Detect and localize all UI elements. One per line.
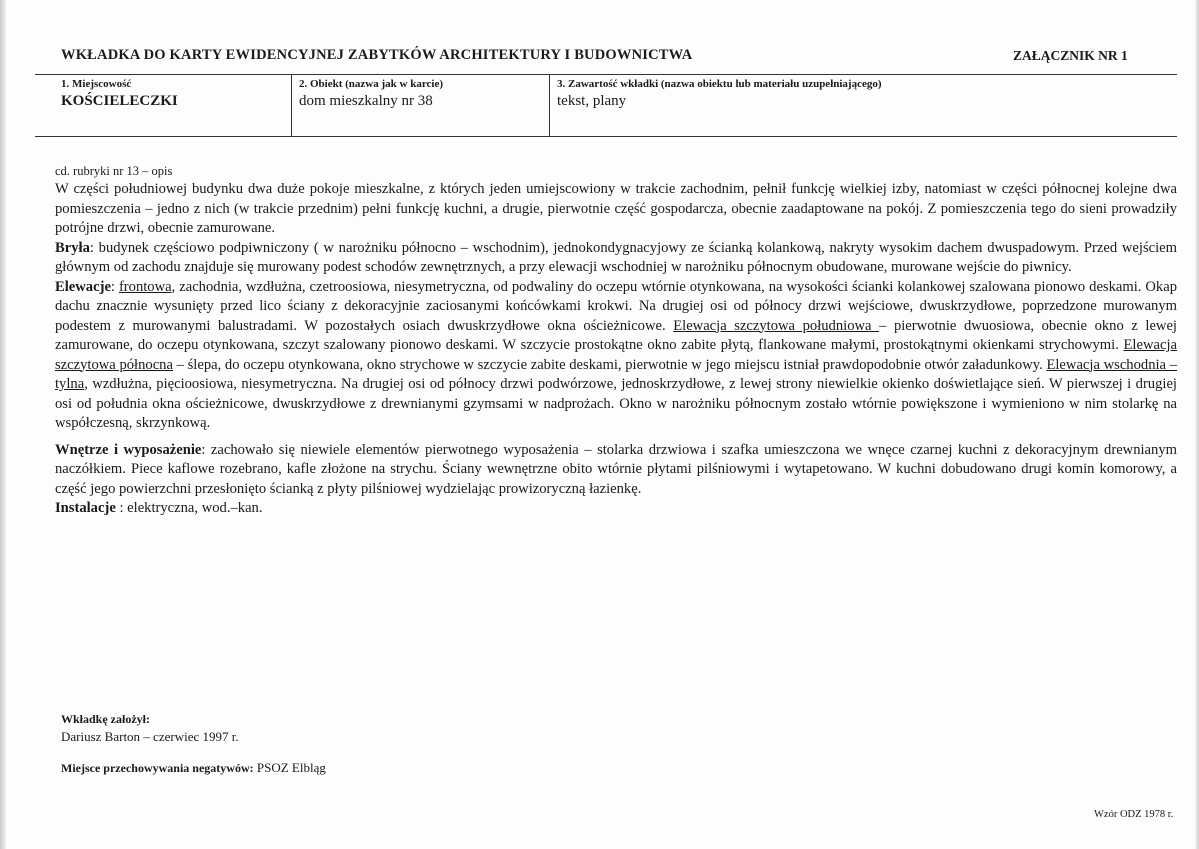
annex-number: ZAŁĄCZNIK NR 1 xyxy=(1013,48,1128,63)
wnetrze-label: Wnętrze i wyposażenie xyxy=(55,441,202,458)
column-divider-1 xyxy=(291,75,292,137)
form-title: WKŁADKA DO KARTY EWIDENCYJNEJ ZABYTKÓW ARCHITEKTURY I BUDOWNICTWA xyxy=(61,47,693,63)
wnetrze-text: : zachowało się niewiele elementów pierwotnego wyposażenia – stolarka drzwiowa i szafka umieszczona we wnęce czarnej kuchni z dekoracyjnym drewnianym naczółkiem. Piece kaflowe rozebrano, kafle złożone na strychu. Ściany wewnętrzne obito wtórnie płytami pilśniowymi i wytapetowano. W kuchni dobudowano drugi komin komorowy, a część jego powierzchni przesłonięto ścianką z płyty pilśniowej wydzielając prowizoryczną łazienkę. xyxy=(55,441,1177,497)
elewacje-north-label: Elewacja szczytowa północna xyxy=(55,337,1177,373)
elewacje-east-text: , wzdłużna, pięcioosiowa, niesymetryczna. Na drugiej osi od północy drzwi podwórzowe, jednoskrzydłowe, z lewej strony niewielkie okienko doświetlające sień. W pierwszej i drugiej osi od południa okna ościeżnicowe, dwuskrzydłowe z drewnianymi gzymsami w nadprożach. Okno w narożniku północnym zostało wtórnie powiększone i wymieniono w nim stolarkę na współczesną, skrzynkową. xyxy=(55,376,1177,431)
intro-paragraph: W części południowej budynku dwa duże pokoje mieszkalne, z których jeden umiejscowiony w trakcie zachodnim, pełnił funkcję wielkiej izby, natomiast w części północnej kolejne dwa pomieszczenia – jedno z nich (w trakcie przednim) pełni funkcję kuchni, a drugie, pierwotnie część gospodarcza, obecnie zaadaptowane na pokój. Z pomieszczenia tego do sieni prowadziły potrójne drzwi, obecnie zamurowane. xyxy=(55,181,1177,236)
scan-edge-left xyxy=(0,0,6,849)
field-contents xyxy=(557,78,1167,110)
elewacje-front-label: frontowa, xyxy=(118,278,176,295)
field-contents-label: 3. Zawartość wkładki (nazwa obiektu lub materiału uzupełniającego) xyxy=(557,78,882,90)
field-contents-value: tekst, plany xyxy=(557,93,627,109)
elewacje-east-label: Elewacja wschodnia – tylna xyxy=(55,356,1178,392)
elewacje-paragraph xyxy=(55,278,1177,434)
founder-value: Dariusz Barton – czerwiec 1997 r. xyxy=(61,729,239,744)
elewacje-front-text: zachodnia, wzdłużna, czetroosiowa, niesymetryczna, od podwaliny do oczepu wtórnie otynkowana, na wysokości ścianki kolankowej szalowana pionowo deskami. Okap dachu znacznie wysunięty przed lico ściany z dekoracyjnie zaciosanymi końcówkami krokwi. Na drugiej osi od północy drzwi wejściowe, dwuskrzydłowe, poprzedzone murowanym podestem z murowanymi balustradami. W pozostałych osiach dwuskrzydłowe okna ościeżnicowe. xyxy=(55,278,1177,334)
field-locality-value: KOŚCIELECZKI xyxy=(61,93,178,109)
scan-edge-right xyxy=(1195,0,1199,849)
elewacje-north-text: – ślepa, do oczepu otynkowana, okno strychowe w szczycie zabite deskami, pierwotnie w jego miejscu istniał prawdopodobnie otwór załadunkowy. xyxy=(172,356,1047,373)
bryla-text: : budynek częściowo podpiwniczony ( w narożniku północno – wschodnim), jednokondygnacyjowy ze ścianką kolankową, nakryty wysokim dachem dwuspadowym. Przed wejściem głównym od zachodu znajduje się murowany podest schodów zewnętrznych, a przy elewacji wschodniej w narożniku północnym obudowane, murowane wejście do piwnicy. xyxy=(55,239,1177,275)
continuation-note: cd. rubryki nr 13 – opis xyxy=(55,164,173,178)
instalacje-paragraph xyxy=(55,499,1177,519)
description-body xyxy=(55,162,1177,519)
instalacje-text: : elektryczna, wod.–kan. xyxy=(115,500,263,516)
header-rule-top xyxy=(35,74,1177,75)
negatives-value: PSOZ Elbląg xyxy=(253,760,326,775)
negatives-label: Miejsce przechowywania negatywów: xyxy=(61,761,254,775)
negatives-block xyxy=(61,759,326,777)
header-rule-bottom xyxy=(35,136,1177,137)
instalacje-label: Instalacje xyxy=(55,500,116,516)
field-locality xyxy=(61,78,286,110)
bryla-paragraph xyxy=(55,239,1177,278)
bryla-label: Bryła xyxy=(55,239,90,256)
form-pattern: Wzór ODZ 1978 r. xyxy=(1094,809,1174,820)
elewacje-separator: : xyxy=(110,278,119,295)
column-divider-2 xyxy=(549,75,550,137)
elewacje-south-label: Elewacja szczytowa południowa xyxy=(673,317,880,334)
wnetrze-paragraph xyxy=(55,441,1177,500)
founder-label: Wkładkę założył: xyxy=(61,712,150,726)
founder-block xyxy=(61,710,239,746)
field-object xyxy=(299,78,544,110)
field-locality-label: 1. Miejscowość xyxy=(61,78,132,90)
elewacje-south-text: – pierwotnie dwuosiowa, obecnie okno z lewej zamurowane, do oczepu otynkowana, szczyt szalowany pionowo deskami. W szczycie prostokątne okno zabite płytą, flankowane małymi, prostokątnymi okienkami strychowymi. xyxy=(55,317,1177,353)
elewacje-label: Elewacje xyxy=(55,278,111,295)
field-object-label: 2. Obiekt (nazwa jak w karcie) xyxy=(299,78,444,90)
field-object-value: dom mieszkalny nr 38 xyxy=(299,93,433,109)
